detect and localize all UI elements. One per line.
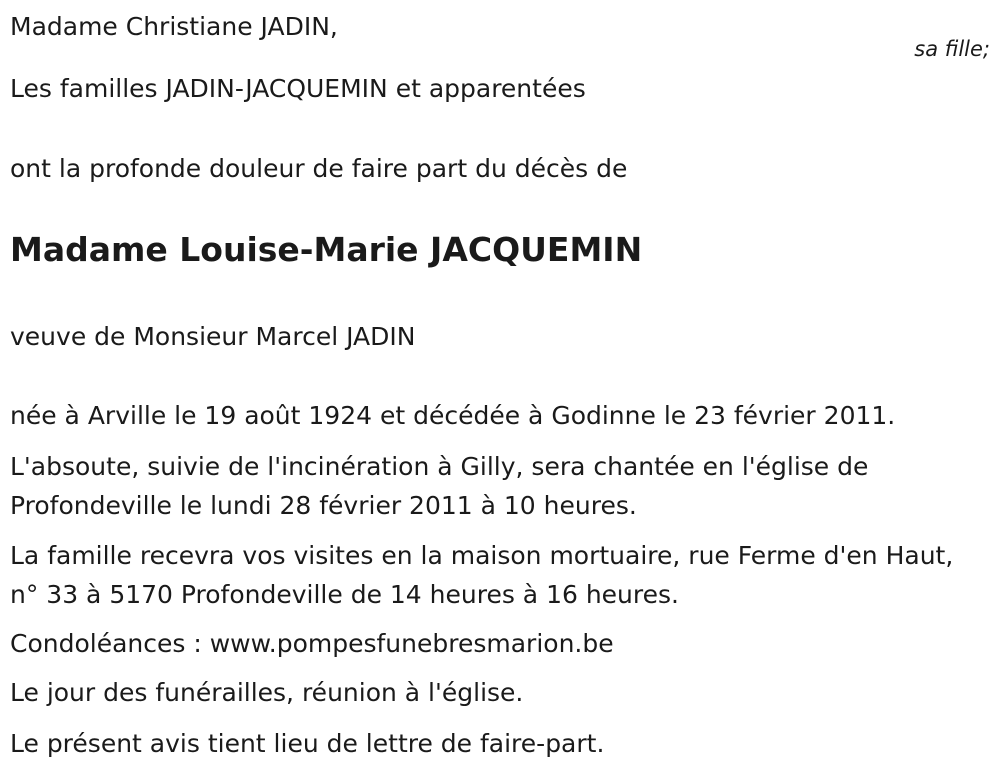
condolences-line: Condoléances : www.pompesfunebresmarion.be	[10, 629, 614, 658]
widow-line: veuve de Monsieur Marcel JADIN	[10, 322, 416, 351]
funeral-meeting-line: Le jour des funérailles, réunion à l'église.	[10, 678, 524, 707]
birth-death-line: née à Arville le 19 août 1924 et décédée à Godinne le 23 février 2011.	[10, 401, 896, 430]
notice-line: Le présent avis tient lieu de lettre de faire-part.	[10, 729, 605, 758]
families-line: Les familles JADIN-JACQUEMIN et apparentées	[10, 74, 586, 103]
visits-paragraph: La famille recevra vos visites en la maison mortuaire, rue Ferme d'en Haut, n° 33 à 5170 Profondeville de 14 heures à 16 heures.	[10, 541, 954, 609]
daughter-role: sa fille;	[914, 37, 990, 61]
intro-line: ont la profonde douleur de faire part du décès de	[10, 154, 628, 183]
deceased-name: Madame Louise-Marie JACQUEMIN	[10, 230, 643, 269]
daughter-name: Madame Christiane JADIN,	[10, 12, 338, 41]
service-paragraph: L'absoute, suivie de l'incinération à Gilly, sera chantée en l'église de Profondeville le lundi 28 février 2011 à 10 heures.	[10, 452, 869, 520]
